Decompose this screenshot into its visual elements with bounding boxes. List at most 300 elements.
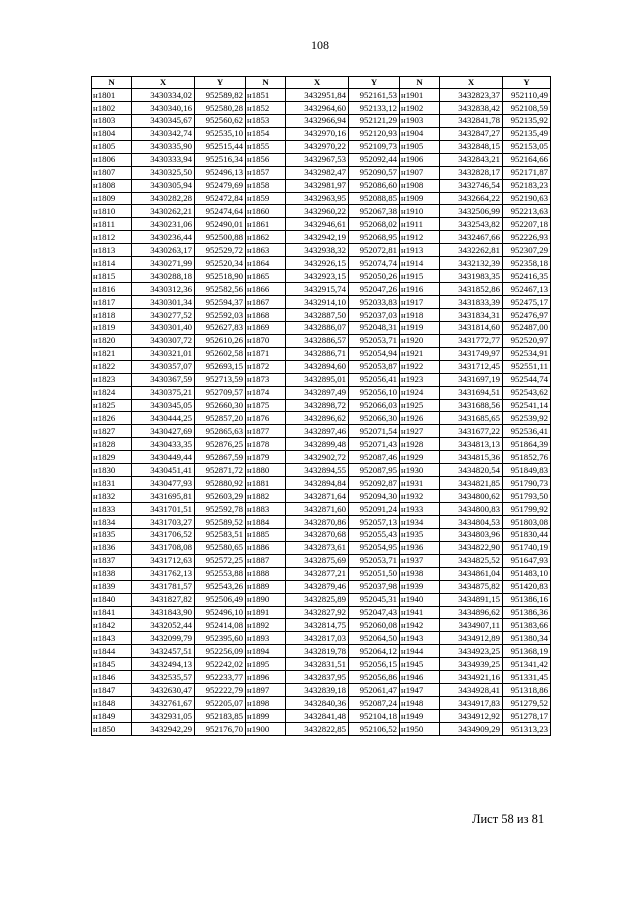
y-coordinate-cell: 952087,46 bbox=[349, 451, 400, 464]
y-coordinate-cell: 952256,09 bbox=[195, 645, 246, 658]
y-coordinate-cell: 952553,88 bbox=[195, 567, 246, 580]
y-coordinate-cell: 952560,62 bbox=[195, 114, 246, 127]
x-coordinate-cell: 3430444,25 bbox=[132, 412, 195, 425]
y-coordinate-cell: 952233,77 bbox=[195, 671, 246, 684]
y-coordinate-cell: 952092,87 bbox=[349, 477, 400, 490]
table-row bbox=[92, 101, 551, 114]
point-id-cell: н1816 bbox=[92, 283, 132, 296]
y-coordinate-cell: 952068,95 bbox=[349, 231, 400, 244]
point-id-cell: н1932 bbox=[400, 490, 440, 503]
y-coordinate-cell: 952056,15 bbox=[349, 658, 400, 671]
x-coordinate-cell: 3431701,51 bbox=[132, 503, 195, 516]
x-coordinate-cell: 3432871,60 bbox=[286, 503, 349, 516]
point-id-cell: н1844 bbox=[92, 645, 132, 658]
y-coordinate-cell: 951740,19 bbox=[503, 541, 551, 554]
y-coordinate-cell: 952092,44 bbox=[349, 153, 400, 166]
x-coordinate-cell: 3432822,85 bbox=[286, 722, 349, 735]
point-id-cell: н1830 bbox=[92, 464, 132, 477]
point-id-cell: н1831 bbox=[92, 477, 132, 490]
x-coordinate-cell: 3432970,16 bbox=[286, 127, 349, 140]
point-id-cell: н1920 bbox=[400, 334, 440, 347]
y-coordinate-cell: 951380,34 bbox=[503, 632, 551, 645]
y-coordinate-cell: 952133,12 bbox=[349, 101, 400, 114]
point-id-cell: н1819 bbox=[92, 321, 132, 334]
y-coordinate-cell: 952487,00 bbox=[503, 321, 551, 334]
x-coordinate-cell: 3432886,71 bbox=[286, 347, 349, 360]
table-row bbox=[92, 503, 551, 516]
point-id-cell: н1943 bbox=[400, 632, 440, 645]
y-coordinate-cell: 952037,98 bbox=[349, 580, 400, 593]
table-row bbox=[92, 373, 551, 386]
x-coordinate-cell: 3430340,16 bbox=[132, 101, 195, 114]
point-id-cell: н1936 bbox=[400, 541, 440, 554]
x-coordinate-cell: 3432827,92 bbox=[286, 606, 349, 619]
y-coordinate-cell: 952603,29 bbox=[195, 490, 246, 503]
point-id-cell: н1903 bbox=[400, 114, 440, 127]
y-coordinate-cell: 952067,38 bbox=[349, 205, 400, 218]
point-id-cell: н1893 bbox=[246, 632, 286, 645]
x-coordinate-cell: 3432894,55 bbox=[286, 464, 349, 477]
column-header: X bbox=[440, 77, 503, 89]
point-id-cell: н1802 bbox=[92, 101, 132, 114]
x-coordinate-cell: 3430236,44 bbox=[132, 231, 195, 244]
column-header: Y bbox=[195, 77, 246, 89]
point-id-cell: н1870 bbox=[246, 334, 286, 347]
x-coordinate-cell: 3432871,64 bbox=[286, 490, 349, 503]
y-coordinate-cell: 952061,47 bbox=[349, 684, 400, 697]
point-id-cell: н1826 bbox=[92, 412, 132, 425]
point-id-cell: н1950 bbox=[400, 722, 440, 735]
point-id-cell: н1820 bbox=[92, 334, 132, 347]
x-coordinate-cell: 3430321,01 bbox=[132, 347, 195, 360]
y-coordinate-cell: 952358,18 bbox=[503, 257, 551, 270]
x-coordinate-cell: 3432841,78 bbox=[440, 114, 503, 127]
x-coordinate-cell: 3432898,72 bbox=[286, 399, 349, 412]
point-id-cell: н1916 bbox=[400, 283, 440, 296]
point-id-cell: н1908 bbox=[400, 179, 440, 192]
y-coordinate-cell: 952580,28 bbox=[195, 101, 246, 114]
y-coordinate-cell: 952053,87 bbox=[349, 360, 400, 373]
x-coordinate-cell: 3434928,41 bbox=[440, 684, 503, 697]
x-coordinate-cell: 3431762,13 bbox=[132, 567, 195, 580]
y-coordinate-cell: 952109,73 bbox=[349, 140, 400, 153]
y-coordinate-cell: 952056,86 bbox=[349, 671, 400, 684]
y-coordinate-cell: 952108,59 bbox=[503, 101, 551, 114]
x-coordinate-cell: 3432942,19 bbox=[286, 231, 349, 244]
point-id-cell: н1803 bbox=[92, 114, 132, 127]
y-coordinate-cell: 952582,56 bbox=[195, 283, 246, 296]
table-row bbox=[92, 386, 551, 399]
x-coordinate-cell: 3432870,68 bbox=[286, 528, 349, 541]
y-coordinate-cell: 952054,95 bbox=[349, 541, 400, 554]
point-id-cell: н1914 bbox=[400, 257, 440, 270]
x-coordinate-cell: 3432828,17 bbox=[440, 166, 503, 179]
y-coordinate-cell: 952064,50 bbox=[349, 632, 400, 645]
x-coordinate-cell: 3432942,29 bbox=[132, 722, 195, 735]
point-id-cell: н1825 bbox=[92, 399, 132, 412]
y-coordinate-cell: 952416,35 bbox=[503, 270, 551, 283]
point-id-cell: н1858 bbox=[246, 179, 286, 192]
table-row bbox=[92, 697, 551, 710]
table-row bbox=[92, 632, 551, 645]
y-coordinate-cell: 952518,90 bbox=[195, 270, 246, 283]
y-coordinate-cell: 952060,08 bbox=[349, 619, 400, 632]
x-coordinate-cell: 3432630,47 bbox=[132, 684, 195, 697]
y-coordinate-cell: 952135,92 bbox=[503, 114, 551, 127]
y-coordinate-cell: 952226,93 bbox=[503, 231, 551, 244]
x-coordinate-cell: 3432886,57 bbox=[286, 334, 349, 347]
sheet-counter: Лист 58 из 81 bbox=[472, 812, 545, 826]
x-coordinate-cell: 3431833,39 bbox=[440, 296, 503, 309]
point-id-cell: н1945 bbox=[400, 658, 440, 671]
y-coordinate-cell: 952506,49 bbox=[195, 593, 246, 606]
point-id-cell: н1888 bbox=[246, 567, 286, 580]
point-id-cell: н1925 bbox=[400, 399, 440, 412]
point-id-cell: н1927 bbox=[400, 425, 440, 438]
table-row bbox=[92, 490, 551, 503]
x-coordinate-cell: 3434909,29 bbox=[440, 722, 503, 735]
point-id-cell: н1833 bbox=[92, 503, 132, 516]
x-coordinate-cell: 3432825,89 bbox=[286, 593, 349, 606]
y-coordinate-cell: 951790,73 bbox=[503, 477, 551, 490]
y-coordinate-cell: 952047,26 bbox=[349, 283, 400, 296]
y-coordinate-cell: 952496,10 bbox=[195, 606, 246, 619]
x-coordinate-cell: 3432877,21 bbox=[286, 567, 349, 580]
x-coordinate-cell: 3432915,74 bbox=[286, 283, 349, 296]
x-coordinate-cell: 3434907,11 bbox=[440, 619, 503, 632]
point-id-cell: н1811 bbox=[92, 218, 132, 231]
y-coordinate-cell: 952572,25 bbox=[195, 554, 246, 567]
point-id-cell: н1894 bbox=[246, 645, 286, 658]
y-coordinate-cell: 951331,45 bbox=[503, 671, 551, 684]
y-coordinate-cell: 952529,72 bbox=[195, 244, 246, 257]
y-coordinate-cell: 952543,26 bbox=[195, 580, 246, 593]
y-coordinate-cell: 952479,69 bbox=[195, 179, 246, 192]
point-id-cell: н1863 bbox=[246, 244, 286, 257]
point-id-cell: н1881 bbox=[246, 477, 286, 490]
table-row bbox=[92, 645, 551, 658]
table-row bbox=[92, 515, 551, 528]
x-coordinate-cell: 3432897,46 bbox=[286, 425, 349, 438]
point-id-cell: н1928 bbox=[400, 438, 440, 451]
y-coordinate-cell: 952120,93 bbox=[349, 127, 400, 140]
y-coordinate-cell: 952496,13 bbox=[195, 166, 246, 179]
point-id-cell: н1822 bbox=[92, 360, 132, 373]
y-coordinate-cell: 952207,18 bbox=[503, 218, 551, 231]
point-id-cell: н1948 bbox=[400, 697, 440, 710]
column-header: X bbox=[286, 77, 349, 89]
point-id-cell: н1812 bbox=[92, 231, 132, 244]
x-coordinate-cell: 3432964,60 bbox=[286, 101, 349, 114]
x-coordinate-cell: 3432535,57 bbox=[132, 671, 195, 684]
y-coordinate-cell: 952091,24 bbox=[349, 503, 400, 516]
point-id-cell: н1832 bbox=[92, 490, 132, 503]
x-coordinate-cell: 3432099,79 bbox=[132, 632, 195, 645]
point-id-cell: н1839 bbox=[92, 580, 132, 593]
point-id-cell: н1906 bbox=[400, 153, 440, 166]
point-id-cell: н1915 bbox=[400, 270, 440, 283]
point-id-cell: н1913 bbox=[400, 244, 440, 257]
point-id-cell: н1857 bbox=[246, 166, 286, 179]
point-id-cell: н1862 bbox=[246, 231, 286, 244]
y-coordinate-cell: 951313,23 bbox=[503, 722, 551, 735]
point-id-cell: н1849 bbox=[92, 710, 132, 723]
x-coordinate-cell: 3432981,97 bbox=[286, 179, 349, 192]
point-id-cell: н1942 bbox=[400, 619, 440, 632]
y-coordinate-cell: 952094,30 bbox=[349, 490, 400, 503]
point-id-cell: н1851 bbox=[246, 89, 286, 102]
x-coordinate-cell: 3430333,94 bbox=[132, 153, 195, 166]
y-coordinate-cell: 952602,58 bbox=[195, 347, 246, 360]
x-coordinate-cell: 3434820,54 bbox=[440, 464, 503, 477]
y-coordinate-cell: 952395,60 bbox=[195, 632, 246, 645]
table-row bbox=[92, 347, 551, 360]
point-id-cell: н1889 bbox=[246, 580, 286, 593]
y-coordinate-cell: 952164,66 bbox=[503, 153, 551, 166]
x-coordinate-cell: 3430263,17 bbox=[132, 244, 195, 257]
point-id-cell: н1835 bbox=[92, 528, 132, 541]
point-id-cell: н1891 bbox=[246, 606, 286, 619]
y-coordinate-cell: 952072,81 bbox=[349, 244, 400, 257]
point-id-cell: н1921 bbox=[400, 347, 440, 360]
point-id-cell: н1917 bbox=[400, 296, 440, 309]
x-coordinate-cell: 3431749,97 bbox=[440, 347, 503, 360]
y-coordinate-cell: 952536,41 bbox=[503, 425, 551, 438]
column-header: Y bbox=[503, 77, 551, 89]
y-coordinate-cell: 952551,11 bbox=[503, 360, 551, 373]
point-id-cell: н1938 bbox=[400, 567, 440, 580]
point-id-cell: н1919 bbox=[400, 321, 440, 334]
y-coordinate-cell: 952880,92 bbox=[195, 477, 246, 490]
x-coordinate-cell: 3432931,05 bbox=[132, 710, 195, 723]
x-coordinate-cell: 3434815,36 bbox=[440, 451, 503, 464]
x-coordinate-cell: 3430335,90 bbox=[132, 140, 195, 153]
point-id-cell: н1926 bbox=[400, 412, 440, 425]
x-coordinate-cell: 3431708,08 bbox=[132, 541, 195, 554]
y-coordinate-cell: 952500,88 bbox=[195, 231, 246, 244]
point-id-cell: н1838 bbox=[92, 567, 132, 580]
point-id-cell: н1854 bbox=[246, 127, 286, 140]
x-coordinate-cell: 3431697,19 bbox=[440, 373, 503, 386]
y-coordinate-cell: 952033,83 bbox=[349, 296, 400, 309]
y-coordinate-cell: 952580,65 bbox=[195, 541, 246, 554]
point-id-cell: н1929 bbox=[400, 451, 440, 464]
x-coordinate-cell: 3432831,51 bbox=[286, 658, 349, 671]
table-row bbox=[92, 619, 551, 632]
table-row bbox=[92, 89, 551, 102]
x-coordinate-cell: 3431781,57 bbox=[132, 580, 195, 593]
point-id-cell: н1944 bbox=[400, 645, 440, 658]
point-id-cell: н1815 bbox=[92, 270, 132, 283]
x-coordinate-cell: 3434912,89 bbox=[440, 632, 503, 645]
table-body bbox=[92, 89, 551, 736]
x-coordinate-cell: 3432814,75 bbox=[286, 619, 349, 632]
x-coordinate-cell: 3432938,32 bbox=[286, 244, 349, 257]
table-row bbox=[92, 567, 551, 580]
x-coordinate-cell: 3432887,50 bbox=[286, 308, 349, 321]
y-coordinate-cell: 951386,16 bbox=[503, 593, 551, 606]
point-id-cell: н1810 bbox=[92, 205, 132, 218]
y-coordinate-cell: 952171,87 bbox=[503, 166, 551, 179]
y-coordinate-cell: 952539,92 bbox=[503, 412, 551, 425]
y-coordinate-cell: 952064,12 bbox=[349, 645, 400, 658]
point-id-cell: н1840 bbox=[92, 593, 132, 606]
point-id-cell: н1850 bbox=[92, 722, 132, 735]
point-id-cell: н1880 bbox=[246, 464, 286, 477]
point-id-cell: н1847 bbox=[92, 684, 132, 697]
x-coordinate-cell: 3432982,47 bbox=[286, 166, 349, 179]
point-id-cell: н1884 bbox=[246, 515, 286, 528]
table-row bbox=[92, 710, 551, 723]
point-id-cell: н1907 bbox=[400, 166, 440, 179]
x-coordinate-cell: 3430282,28 bbox=[132, 192, 195, 205]
table-row bbox=[92, 360, 551, 373]
point-id-cell: н1817 bbox=[92, 296, 132, 309]
table-row bbox=[92, 244, 551, 257]
table-row bbox=[92, 606, 551, 619]
table-row bbox=[92, 684, 551, 697]
y-coordinate-cell: 951803,08 bbox=[503, 515, 551, 528]
table-row bbox=[92, 140, 551, 153]
point-id-cell: н1885 bbox=[246, 528, 286, 541]
y-coordinate-cell: 952476,97 bbox=[503, 308, 551, 321]
y-coordinate-cell: 951383,66 bbox=[503, 619, 551, 632]
point-id-cell: н1901 bbox=[400, 89, 440, 102]
table-row bbox=[92, 334, 551, 347]
x-coordinate-cell: 3432839,18 bbox=[286, 684, 349, 697]
y-coordinate-cell: 952135,49 bbox=[503, 127, 551, 140]
table-row bbox=[92, 321, 551, 334]
y-coordinate-cell: 952543,62 bbox=[503, 386, 551, 399]
x-coordinate-cell: 3430342,74 bbox=[132, 127, 195, 140]
x-coordinate-cell: 3432817,03 bbox=[286, 632, 349, 645]
y-coordinate-cell: 952627,83 bbox=[195, 321, 246, 334]
y-coordinate-cell: 951420,83 bbox=[503, 580, 551, 593]
point-id-cell: н1918 bbox=[400, 308, 440, 321]
x-coordinate-cell: 3432467,66 bbox=[440, 231, 503, 244]
table-row bbox=[92, 218, 551, 231]
x-coordinate-cell: 3431712,63 bbox=[132, 554, 195, 567]
x-coordinate-cell: 3430301,34 bbox=[132, 296, 195, 309]
table-row bbox=[92, 658, 551, 671]
x-coordinate-cell: 3430345,67 bbox=[132, 114, 195, 127]
y-coordinate-cell: 952515,44 bbox=[195, 140, 246, 153]
y-coordinate-cell: 952589,52 bbox=[195, 515, 246, 528]
point-id-cell: н1806 bbox=[92, 153, 132, 166]
point-id-cell: н1824 bbox=[92, 386, 132, 399]
x-coordinate-cell: 3432963,95 bbox=[286, 192, 349, 205]
point-id-cell: н1872 bbox=[246, 360, 286, 373]
y-coordinate-cell: 952088,85 bbox=[349, 192, 400, 205]
y-coordinate-cell: 951386,36 bbox=[503, 606, 551, 619]
column-header: Y bbox=[349, 77, 400, 89]
point-id-cell: н1855 bbox=[246, 140, 286, 153]
x-coordinate-cell: 3434803,96 bbox=[440, 528, 503, 541]
y-coordinate-cell: 952066,30 bbox=[349, 412, 400, 425]
column-header: N bbox=[92, 77, 132, 89]
x-coordinate-cell: 3430477,93 bbox=[132, 477, 195, 490]
point-id-cell: н1808 bbox=[92, 179, 132, 192]
y-coordinate-cell: 952176,70 bbox=[195, 722, 246, 735]
y-coordinate-cell: 952222,79 bbox=[195, 684, 246, 697]
point-id-cell: н1905 bbox=[400, 140, 440, 153]
x-coordinate-cell: 3434800,62 bbox=[440, 490, 503, 503]
x-coordinate-cell: 3431706,52 bbox=[132, 528, 195, 541]
point-id-cell: н1856 bbox=[246, 153, 286, 166]
table-row bbox=[92, 451, 551, 464]
y-coordinate-cell: 951318,86 bbox=[503, 684, 551, 697]
point-id-cell: н1823 bbox=[92, 373, 132, 386]
x-coordinate-cell: 3430301,40 bbox=[132, 321, 195, 334]
point-id-cell: н1845 bbox=[92, 658, 132, 671]
x-coordinate-cell: 3431694,51 bbox=[440, 386, 503, 399]
column-header: N bbox=[246, 77, 286, 89]
y-coordinate-cell: 952213,63 bbox=[503, 205, 551, 218]
y-coordinate-cell: 952048,31 bbox=[349, 321, 400, 334]
x-coordinate-cell: 3432840,36 bbox=[286, 697, 349, 710]
x-coordinate-cell: 3434813,13 bbox=[440, 438, 503, 451]
y-coordinate-cell: 951830,44 bbox=[503, 528, 551, 541]
x-coordinate-cell: 3430262,21 bbox=[132, 205, 195, 218]
y-coordinate-cell: 952474,64 bbox=[195, 205, 246, 218]
table-row bbox=[92, 438, 551, 451]
x-coordinate-cell: 3432664,22 bbox=[440, 192, 503, 205]
point-id-cell: н1801 bbox=[92, 89, 132, 102]
x-coordinate-cell: 3432946,61 bbox=[286, 218, 349, 231]
y-coordinate-cell: 952074,74 bbox=[349, 257, 400, 270]
y-coordinate-cell: 952121,29 bbox=[349, 114, 400, 127]
y-coordinate-cell: 952066,03 bbox=[349, 399, 400, 412]
point-id-cell: н1848 bbox=[92, 697, 132, 710]
y-coordinate-cell: 952520,97 bbox=[503, 334, 551, 347]
point-id-cell: н1902 bbox=[400, 101, 440, 114]
point-id-cell: н1805 bbox=[92, 140, 132, 153]
table-row bbox=[92, 412, 551, 425]
x-coordinate-cell: 3432926,15 bbox=[286, 257, 349, 270]
table-row bbox=[92, 722, 551, 735]
x-coordinate-cell: 3430305,94 bbox=[132, 179, 195, 192]
point-id-cell: н1909 bbox=[400, 192, 440, 205]
table-row bbox=[92, 166, 551, 179]
point-id-cell: н1804 bbox=[92, 127, 132, 140]
y-coordinate-cell: 952153,05 bbox=[503, 140, 551, 153]
table-row bbox=[92, 554, 551, 567]
point-id-cell: н1877 bbox=[246, 425, 286, 438]
y-coordinate-cell: 952047,43 bbox=[349, 606, 400, 619]
x-coordinate-cell: 3431834,31 bbox=[440, 308, 503, 321]
y-coordinate-cell: 952713,59 bbox=[195, 373, 246, 386]
point-id-cell: н1841 bbox=[92, 606, 132, 619]
x-coordinate-cell: 3430427,69 bbox=[132, 425, 195, 438]
x-coordinate-cell: 3434912,92 bbox=[440, 710, 503, 723]
point-id-cell: н1910 bbox=[400, 205, 440, 218]
y-coordinate-cell: 952068,02 bbox=[349, 218, 400, 231]
coordinates-table bbox=[91, 76, 551, 736]
y-coordinate-cell: 952071,54 bbox=[349, 425, 400, 438]
point-id-cell: н1836 bbox=[92, 541, 132, 554]
point-id-cell: н1892 bbox=[246, 619, 286, 632]
y-coordinate-cell: 951849,83 bbox=[503, 464, 551, 477]
table-row bbox=[92, 179, 551, 192]
point-id-cell: н1874 bbox=[246, 386, 286, 399]
y-coordinate-cell: 952865,63 bbox=[195, 425, 246, 438]
y-coordinate-cell: 952490,01 bbox=[195, 218, 246, 231]
x-coordinate-cell: 3430271,99 bbox=[132, 257, 195, 270]
x-coordinate-cell: 3430357,07 bbox=[132, 360, 195, 373]
y-coordinate-cell: 952057,13 bbox=[349, 515, 400, 528]
table-row bbox=[92, 593, 551, 606]
x-coordinate-cell: 3431983,35 bbox=[440, 270, 503, 283]
